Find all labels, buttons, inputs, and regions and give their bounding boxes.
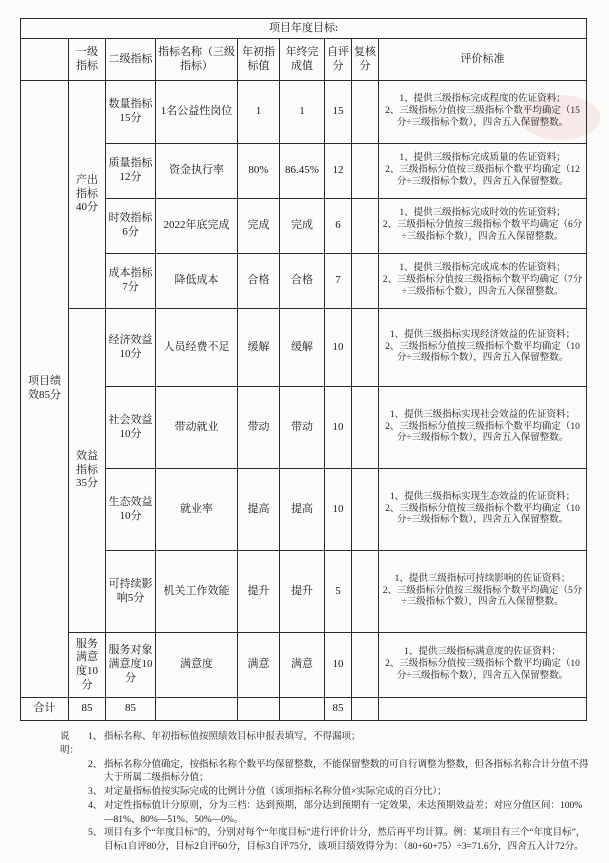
review-score-cell [352, 144, 379, 199]
performance-table [20, 18, 587, 721]
criteria-cell [379, 309, 587, 387]
level2-cell: 服务对象满意度10分 [106, 633, 156, 698]
total-blank [352, 698, 379, 721]
table-row [21, 469, 587, 551]
criteria-line: 1、提供三级指标完成时效的佐证资料； [399, 208, 566, 219]
initial-value-cell: 带动 [238, 387, 280, 469]
initial-value-cell: 提升 [238, 551, 280, 633]
review-score-cell [352, 309, 379, 387]
header-self-score: 自评分 [325, 39, 352, 81]
criteria-line: 1、提供三级指标完成成本的佐证资料； [399, 263, 566, 274]
indicator-name-cell: 1名公益性岗位 [156, 81, 238, 144]
initial-value-cell: 缓解 [238, 309, 280, 387]
criteria-line: 1、提供三级指标完成程度的佐证资料； [399, 94, 566, 105]
criteria-cell [379, 551, 587, 633]
notes-indent [60, 786, 88, 800]
criteria-line: 2、三级指标分值按三级指标个数平均确定（5分÷三级指标个数），四舍五入保留整数。 [382, 585, 583, 608]
criteria-line: 1、提供三级指标可持续影响的佐证资料； [394, 573, 571, 584]
criteria-line: 2、三级指标分值按三级指标个数平均确定（10分÷三级指标个数），四舍五入保留整数。 [385, 659, 580, 681]
criteria-line: 2、三级指标分值按三级指标个数平均确定（10分÷三级指标个数），四舍五入保留整数。 [385, 341, 580, 364]
criteria-cell [379, 387, 587, 469]
indicator-name-cell: 2022年底完成 [156, 199, 238, 254]
review-score-cell [352, 254, 379, 309]
table-row [21, 387, 587, 469]
initial-value-cell: 提高 [238, 469, 280, 551]
output-group-cell: 产出指标40分 [69, 81, 106, 309]
review-score-cell [352, 81, 379, 144]
total-row [21, 698, 587, 721]
level2-cell: 生态效益10分 [106, 469, 156, 551]
criteria-line: 1、提供三级指标满意度的佐证资料； [404, 647, 561, 658]
indicator-name-cell: 机关工作效能 [156, 551, 238, 633]
notes-indent [60, 800, 88, 828]
total-self-score: 85 [325, 698, 352, 721]
criteria-line: 2、三级指标分值按三级指标个数平均确定（12分÷三级指标个数），四舍五入保留整数。 [385, 165, 580, 187]
self-score-cell: 10 [325, 469, 352, 551]
initial-value-cell: 完成 [238, 199, 280, 254]
level2-cell: 可持续影响5分 [106, 551, 156, 633]
level2-cell: 经济效益10分 [106, 309, 156, 387]
criteria-line: 2、三级指标分值按三级指标个数平均确定（10分÷三级指标个数），四舍五入保留整数。 [385, 503, 580, 526]
indicator-name-cell: 资金执行率 [156, 144, 238, 199]
self-score-cell: 5 [325, 551, 352, 633]
review-score-cell [352, 387, 379, 469]
indicator-name-cell: 就业率 [156, 469, 238, 551]
level2-cell: 社会效益10分 [106, 387, 156, 469]
criteria-line: 2、三级指标分值按三级指标个数平均确定（6分÷三级指标个数），四舍五入保留整数。 [382, 220, 583, 242]
review-score-cell [352, 551, 379, 633]
note-item: 对定量指标值按实际完成的比例计分值（该项指标名称分值×实际完成的百分比）； [104, 787, 447, 798]
criteria-cell [379, 254, 587, 309]
header-initial: 年初指标值 [238, 39, 280, 81]
final-value-cell: 带动 [280, 387, 325, 469]
note-number: 2、 [88, 759, 103, 770]
benefit-group-cell: 效益指标35分 [69, 309, 106, 633]
criteria-line: 2、三级指标分值按三级指标个数平均确定（15分÷三级指标个数），四舍五入保留整数。 [385, 106, 580, 128]
header-criteria: 评价标准 [379, 39, 587, 81]
header-level2: 二级指标 [106, 39, 156, 81]
criteria-line: 1、提供三级指标实现经济效益的佐证资料； [389, 329, 576, 340]
annual-goal-title: 项目年度目标: [21, 19, 587, 39]
table-row [21, 254, 587, 309]
self-score-cell: 7 [325, 254, 352, 309]
final-value-cell: 缓解 [280, 309, 325, 387]
table-row [21, 309, 587, 387]
final-value-cell: 完成 [280, 199, 325, 254]
total-blank [156, 698, 238, 721]
final-value-cell: 合格 [280, 254, 325, 309]
review-score-cell [352, 199, 379, 254]
final-value-cell: 提升 [280, 551, 325, 633]
level2-cell: 质量指标12分 [106, 144, 156, 199]
criteria-line: 2、三级指标分值按三级指标个数平均确定（7分÷三级指标个数），四舍五入保留整数。 [382, 275, 583, 297]
note-item: 指标名称、年初指标值按照绩效目标申报表填写，不得漏项； [104, 732, 361, 742]
total-blank [238, 698, 280, 721]
table-row [21, 551, 587, 633]
review-score-cell [352, 469, 379, 551]
initial-value-cell: 80% [238, 144, 280, 199]
level2-cell: 时效指标6分 [106, 199, 156, 254]
header-row [21, 39, 587, 81]
table-row [21, 81, 587, 144]
total-level1: 85 [69, 698, 106, 721]
final-value-cell: 提高 [280, 469, 325, 551]
initial-value-cell: 合格 [238, 254, 280, 309]
total-label: 合计 [21, 698, 69, 721]
note-item: 项目有多个“年度目标”的，分别对每个“年度目标”进行评价计分，然后再平均计算。例：某项目有三个“年度目标”，目标1自评80分，目标2自评60分，目标3自评75分，该项目绩效得分为：（80+60+75）÷3=71.6分，四舍五入计72分。 [104, 828, 586, 853]
criteria-cell [379, 144, 587, 199]
self-score-cell: 15 [325, 81, 352, 144]
indicator-name-cell: 带动就业 [156, 387, 238, 469]
header-level1: 一级指标 [69, 39, 106, 81]
total-blank [280, 698, 325, 721]
service-group-cell: 服务满意度10分 [69, 633, 106, 698]
table-row [21, 199, 587, 254]
note-number: 4、 [88, 800, 103, 811]
criteria-cell [379, 199, 587, 254]
initial-value-cell: 1 [238, 81, 280, 144]
review-score-cell [352, 633, 379, 698]
self-score-cell: 10 [325, 387, 352, 469]
project-performance-cell: 项目绩效85分 [21, 81, 69, 698]
notes-indent [60, 759, 88, 787]
notes-label: 说明： [60, 732, 80, 756]
note-number: 1、 [88, 732, 103, 742]
total-blank [379, 698, 587, 721]
note-item: 对定性指标值计分原则，分为三档：达到预期，部分达到预期有一定效果，未达预期效益差；对应分值区间：100%—81%、80%—51%、50%—0%。 [104, 800, 583, 825]
table-row [21, 144, 587, 199]
final-value-cell: 满意 [280, 633, 325, 698]
header-blank [21, 39, 69, 81]
notes-indent [60, 827, 88, 855]
self-score-cell: 10 [325, 309, 352, 387]
indicator-name-cell: 满意度 [156, 633, 238, 698]
criteria-cell [379, 81, 587, 144]
self-score-cell: 6 [325, 199, 352, 254]
indicator-name-cell: 人员经费不足 [156, 309, 238, 387]
criteria-cell [379, 633, 587, 698]
level2-cell: 数量指标15分 [106, 81, 156, 144]
initial-value-cell: 满意 [238, 633, 280, 698]
header-name: 指标名称（三级指标） [156, 39, 238, 81]
final-value-cell: 86.45% [280, 144, 325, 199]
criteria-cell [379, 469, 587, 551]
level2-cell: 成本指标7分 [106, 254, 156, 309]
self-score-cell: 10 [325, 633, 352, 698]
criteria-line: 2、三级指标分值按三级指标个数平均确定（10分÷三级指标个数），四舍五入保留整数。 [385, 421, 580, 444]
note-number: 5、 [88, 828, 103, 839]
self-score-cell: 12 [325, 144, 352, 199]
notes-section [60, 731, 590, 855]
final-value-cell: 1 [280, 81, 325, 144]
criteria-line: 1、提供三级指标实现生态效益的佐证资料； [389, 491, 576, 502]
criteria-line: 1、提供三级指标实现社会效益的佐证资料； [389, 409, 576, 420]
table-row [21, 633, 587, 698]
note-item: 指标名称分值确定，按指标名称个数平均保留整数，不能保留整数的可自行调整为整数，但各指标名称合计分值不得大于所属二级指标分值； [104, 759, 589, 784]
header-review-score: 复核分 [352, 39, 379, 81]
indicator-name-cell: 降低成本 [156, 254, 238, 309]
total-level2: 85 [106, 698, 156, 721]
criteria-line: 1、提供三级指标完成质量的佐证资料； [399, 153, 566, 164]
header-final: 年终完成值 [280, 39, 325, 81]
note-number: 3、 [88, 787, 103, 798]
